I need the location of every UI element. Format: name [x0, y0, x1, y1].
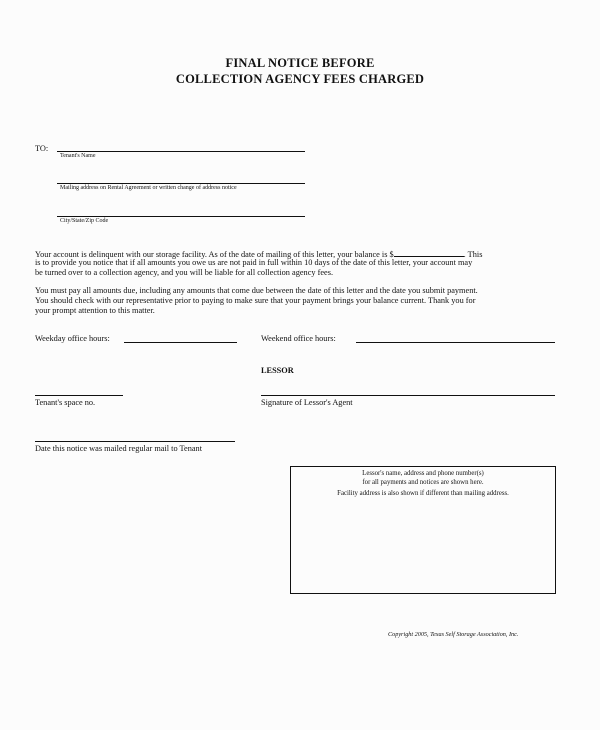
tenant-name-caption: Tenant's Name [60, 153, 96, 159]
city-state-zip-line[interactable] [57, 216, 305, 217]
paragraph-1-line-2: is to provide you notice that if all amounts you owe us are not paid in full within 10 days of the date of this letter, your account may [35, 258, 473, 267]
weekend-hours-line[interactable] [356, 342, 555, 343]
weekday-hours-line[interactable] [124, 342, 237, 343]
tenant-name-line[interactable] [57, 151, 305, 152]
lessor-box-line-1: Lessor's name, address and phone number(s) [362, 470, 484, 477]
city-state-zip-caption: City/State/Zip Code [60, 218, 109, 224]
tenant-space-caption: Tenant's space no. [35, 398, 96, 407]
paragraph-2-line-3: your prompt attention to this matter. [35, 306, 155, 315]
lessor-info-box [290, 466, 556, 594]
paragraph-2-line-1: You must pay all amounts due, including any amounts that come due between the date of this letter and the date you submit payment. [35, 286, 478, 295]
copyright-notice: Copyright 2005, Texas Self Storage Association, Inc. [388, 631, 519, 638]
weekday-hours-label: Weekday office hours: [35, 334, 110, 343]
title-line-2: COLLECTION AGENCY FEES CHARGED [175, 72, 425, 86]
lessor-heading: LESSOR [261, 366, 294, 375]
lessor-agent-signature-line[interactable] [261, 395, 555, 396]
to-label: TO: [35, 144, 49, 153]
mailing-address-caption: Mailing address on Rental Agreement or written change of address notice [60, 185, 237, 191]
tenant-space-line[interactable] [35, 395, 123, 396]
lessor-box-line-2: for all payments and notices are shown here. [362, 479, 484, 486]
mailing-address-line[interactable] [57, 183, 305, 184]
paragraph-1-line-3: be turned over to a collection agency, and you will be liable for all collection agency fees. [35, 268, 334, 277]
lessor-agent-caption: Signature of Lessor's Agent [261, 398, 353, 407]
mailed-date-caption: Date this notice was mailed regular mail to Tenant [35, 444, 202, 453]
balance-blank[interactable] [394, 248, 464, 257]
lessor-box-line-3: Facility address is also shown if different than mailing address. [337, 490, 509, 497]
mailed-date-line[interactable] [35, 441, 235, 442]
paragraph-1-line-1b: . This [463, 250, 483, 259]
weekend-hours-label: Weekend office hours: [261, 334, 336, 343]
title-line-1: FINAL NOTICE BEFORE [225, 56, 375, 70]
paragraph-2-line-2: You should check with our representative prior to paying to make sure that your payment brings your balance current. Thank you for [35, 296, 476, 305]
paragraph-1-line-1a: Your account is delinquent with our storage facility. As of the date of mailing of this letter, your balance is $ [35, 250, 394, 259]
